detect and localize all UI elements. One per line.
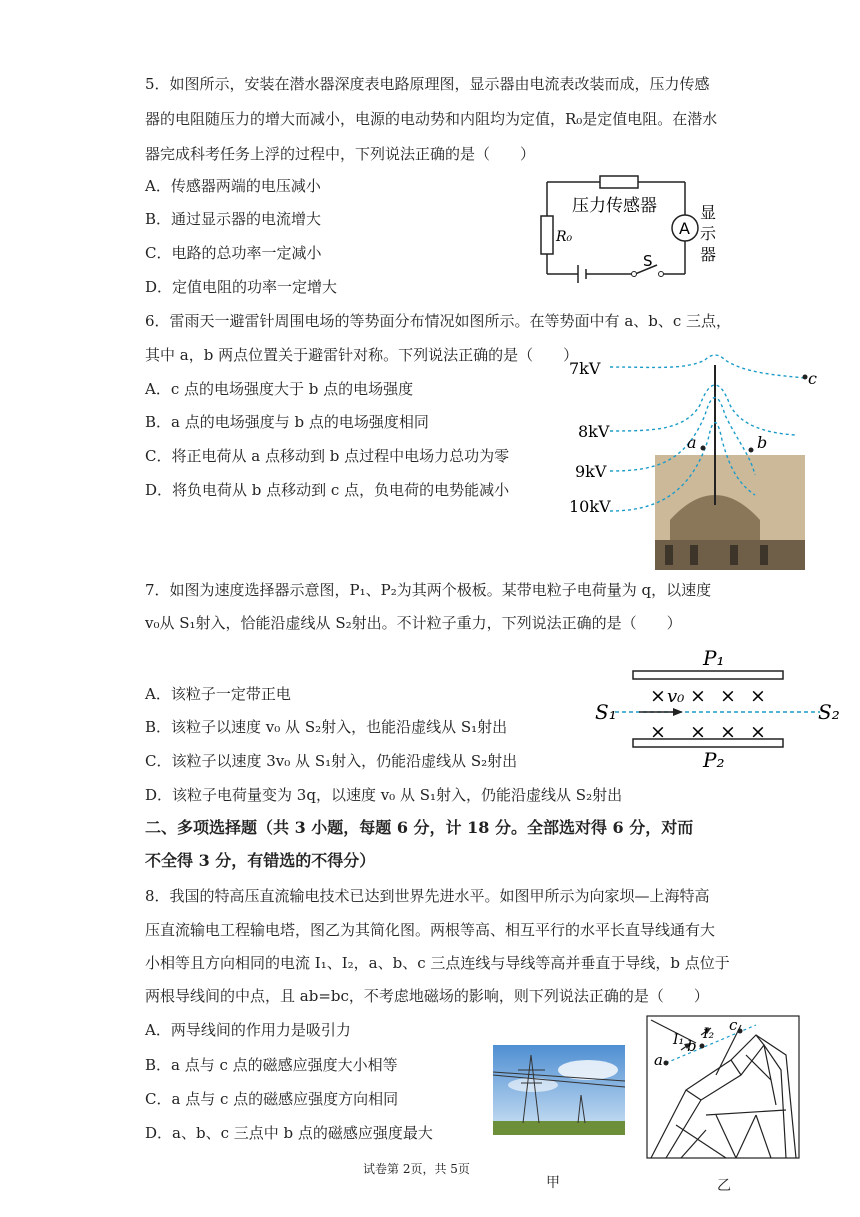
q8-line-3: 小相等且方向相同的电流 I₁、I₂，a、b、c 三点连线与导线等高并垂直于导线，b 点位于 — [145, 954, 730, 972]
plate-p1 — [633, 671, 783, 679]
q5-line-3: 器完成科考任务上浮的过程中，下列说法正确的是（ ） — [145, 145, 536, 163]
q8-option-b[interactable]: B．a 点与 c 点的磁感应强度大小相等 — [145, 1056, 398, 1074]
svg-text:×: × — [720, 721, 736, 743]
q6-option-b[interactable]: B．a 点的电场强度与 b 点的电场强度相同 — [145, 413, 429, 431]
tower-simplified-diagram — [646, 1015, 801, 1160]
q7-line-1: 7．如图为速度选择器示意图，P₁、P₂为其两个极板。某带电粒子电荷量为 q，以速度 — [145, 581, 712, 599]
display-label-3: 器 — [700, 245, 717, 264]
q7-option-c[interactable]: C．该粒子以速度 3v₀ 从 S₁射入，仍能沿虚线从 S₂射出 — [145, 752, 518, 770]
label-v0: v₀ — [667, 686, 685, 707]
q7-line-2: v₀从 S₁射入，恰能沿虚线从 S₂射出。不计粒子重力，下列说法正确的是（ ） — [145, 614, 682, 632]
section-2-heading-1: 二、多项选择题（共 3 小题，每题 6 分，计 18 分。全部选对得 6 分，对而 — [145, 818, 694, 837]
lightning-rod-field-diagram — [565, 345, 825, 570]
tower-point-b: b — [687, 1037, 697, 1055]
point-a: a — [687, 433, 697, 452]
q5-option-b[interactable]: B．通过显示器的电流增大 — [145, 210, 322, 228]
q7-option-a[interactable]: A．该粒子一定带正电 — [145, 685, 291, 703]
q5-line-2: 器的电阻随压力的增大而减小，电源的电动势和内阻均为定值，R₀是定值电阻。在潜水 — [145, 110, 718, 128]
svg-text:×: × — [720, 685, 736, 707]
potential-8kv: 8kV — [578, 422, 610, 441]
q8-line-1: 8．我国的特高压直流输电技术已达到世界先进水平。如图甲所示为向家坝—上海特高 — [145, 887, 710, 905]
q5-line-1: 5．如图所示，安装在潜水器深度表电路原理图，显示器由电流表改装而成，压力传感 — [145, 75, 710, 93]
section-2-heading-2: 不全得 3 分，有错选的不得分） — [145, 851, 376, 870]
page-footer: 试卷第 2页，共 5页 — [363, 1162, 470, 1176]
q8-line-2: 压直流输电工程输电塔，图乙为其简化图。两根等高、相互平行的水平长直导线通有大 — [145, 921, 716, 939]
pressure-sensor-symbol — [600, 176, 638, 188]
potential-9kv: 9kV — [575, 462, 607, 481]
q5-option-d[interactable]: D．定值电阻的功率一定增大 — [145, 278, 338, 296]
q7-option-b[interactable]: B．该粒子以速度 v₀ 从 S₂射入，也能沿虚线从 S₁射出 — [145, 718, 508, 736]
potential-7kv: 7kV — [569, 359, 601, 378]
q6-option-d[interactable]: D．将负电荷从 b 点移动到 c 点，负电荷的电势能减小 — [145, 481, 510, 499]
q8-option-d[interactable]: D．a、b、c 三点中 b 点的磁感应强度最大 — [145, 1124, 433, 1142]
q6-line-1: 6．雷雨天一避雷针周围电场的等势面分布情况如图所示。在等势面中有 a、b、c 三点， — [145, 312, 732, 330]
velocity-selector-diagram — [595, 645, 840, 770]
q8-option-a[interactable]: A．两导线间的作用力是吸引力 — [145, 1021, 351, 1039]
q8-option-c[interactable]: C．a 点与 c 点的磁感应强度方向相同 — [145, 1090, 399, 1108]
caption-yi: 乙 — [717, 1178, 731, 1194]
display-label-2: 示 — [700, 224, 717, 243]
q8-line-4: 两根导线间的中点，且 ab=bc，不考虑地磁场的影响，则下列说法正确的是（ ） — [145, 987, 709, 1005]
q7-option-d[interactable]: D．该粒子电荷量变为 3q，以速度 v₀ 从 S₁射入，仍能沿虚线从 S₂射出 — [145, 786, 623, 804]
potential-10kv: 10kV — [569, 497, 611, 516]
svg-text:×: × — [690, 685, 706, 707]
display-label-1: 显 — [700, 203, 717, 222]
ammeter-label: A — [679, 219, 690, 238]
sensor-label: 压力传感器 — [572, 196, 657, 216]
label-s2: S₂ — [818, 700, 840, 724]
q6-option-c[interactable]: C．将正电荷从 a 点移动到 b 点过程中电场力总功为零 — [145, 447, 510, 465]
resistor-r0-symbol — [541, 216, 553, 254]
current-i2: I₂ — [703, 1026, 715, 1042]
tower-point-a: a — [654, 1051, 663, 1069]
point-b: b — [757, 433, 768, 452]
transmission-tower-photo — [493, 1045, 625, 1135]
svg-text:×: × — [750, 685, 766, 707]
point-c: c — [808, 369, 817, 388]
q5-option-a[interactable]: A．传感器两端的电压减小 — [145, 177, 321, 195]
tower-point-c: c — [729, 1016, 738, 1034]
current-i1: I₁ — [673, 1032, 685, 1048]
svg-text:×: × — [650, 685, 666, 707]
q6-line-2: 其中 a，b 两点位置关于避雷针对称。下列说法正确的是（ ） — [145, 346, 579, 364]
label-p1: P₁ — [703, 646, 725, 670]
label-p2: P₂ — [703, 748, 725, 772]
q6-option-a[interactable]: A．c 点的电场强度大于 b 点的电场强度 — [145, 380, 414, 398]
resistor-label: R₀ — [556, 229, 573, 245]
circuit-diagram — [530, 168, 730, 283]
q5-option-c[interactable]: C．电路的总功率一定减小 — [145, 244, 322, 262]
label-s1: S₁ — [595, 700, 617, 724]
svg-text:×: × — [650, 721, 666, 743]
switch-label: S — [643, 252, 653, 270]
svg-text:×: × — [750, 721, 766, 743]
caption-jia: 甲 — [546, 1175, 560, 1191]
svg-text:×: × — [690, 721, 706, 743]
